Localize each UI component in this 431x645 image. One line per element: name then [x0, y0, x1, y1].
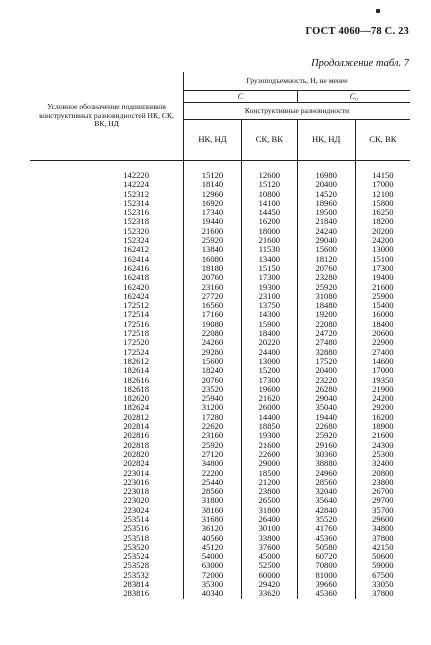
value-cell: 18180 — [201, 262, 224, 273]
value-cell: 35040 — [297, 403, 355, 412]
value-cell: 27400 — [355, 348, 410, 357]
value-cell: 29600 — [355, 515, 410, 524]
value-cell: 18960 — [297, 199, 355, 208]
value-cell: 18500 — [241, 469, 297, 478]
value-cell: 27720 — [201, 290, 224, 301]
designation-cell: 253520 — [30, 543, 184, 552]
group-co-header: C₀ — [297, 91, 410, 103]
value-cell: 15600 — [201, 355, 224, 366]
value-cell: 21600 — [355, 283, 410, 292]
value-cell: 21200 — [241, 478, 297, 487]
value-cell: 22900 — [355, 338, 410, 347]
value-cell: 12100 — [355, 190, 410, 199]
designation-cell: 223018 — [30, 487, 184, 496]
value-cell: 22200 — [201, 467, 224, 478]
value-cell: 23100 — [241, 292, 297, 301]
value-cell: 28560 — [201, 486, 224, 497]
value-cell: 10800 — [241, 190, 297, 199]
value-cell: 19440 — [201, 216, 224, 227]
designation-cell: 172518 — [30, 329, 184, 338]
value-cell: 67500 — [355, 571, 410, 580]
page-mark — [376, 9, 380, 13]
value-cell: 30100 — [241, 524, 297, 533]
designation-cell: 172514 — [30, 310, 184, 319]
designation-cell: 202814 — [30, 422, 184, 431]
value-cell: 21600 — [241, 441, 297, 450]
value-cell: 13750 — [241, 301, 297, 310]
value-cell: 15900 — [241, 320, 297, 329]
value-cell: 18400 — [241, 329, 297, 338]
designation-cell: 142220 — [30, 161, 184, 181]
value-cell: 20800 — [355, 469, 410, 478]
value-cell: 22080 — [297, 320, 355, 329]
value-cell: 41760 — [297, 524, 355, 533]
value-cell: 18240 — [201, 365, 224, 376]
designation-cell: 152320 — [30, 227, 184, 236]
value-cell: 81000 — [297, 571, 355, 580]
value-cell: 31080 — [297, 292, 355, 301]
value-cell: 19350 — [355, 376, 410, 385]
value-cell: 21600 — [201, 225, 224, 236]
value-cell: 25900 — [355, 292, 410, 301]
value-cell: 17520 — [297, 357, 355, 366]
designation-cell: 283816 — [30, 589, 184, 598]
value-cell: 14300 — [241, 310, 297, 319]
value-cell: 19600 — [241, 385, 297, 394]
value-cell: 29040 — [297, 394, 355, 403]
value-cell: 23800 — [355, 478, 410, 487]
value-cell: 35300 — [201, 579, 224, 590]
value-cell: 37800 — [355, 534, 410, 543]
value-cell: 25920 — [201, 235, 224, 246]
value-cell: 16560 — [201, 300, 224, 311]
value-cell: 17340 — [201, 207, 224, 218]
designation-cell: 182612 — [30, 357, 184, 366]
value-cell: 14600 — [355, 357, 410, 366]
value-cell: 16200 — [241, 217, 297, 226]
value-cell: 19500 — [297, 208, 355, 217]
value-cell: 38880 — [297, 459, 355, 468]
value-cell: 29700 — [355, 496, 410, 505]
designation-cell: 182616 — [30, 376, 184, 385]
value-cell: 14100 — [241, 199, 297, 208]
designation-cell: 162412 — [30, 245, 184, 254]
value-cell: 45360 — [297, 589, 355, 598]
designation-cell: 182620 — [30, 394, 184, 403]
value-cell: 26000 — [241, 403, 297, 412]
value-cell: 52500 — [241, 561, 297, 570]
value-cell: 28560 — [297, 478, 355, 487]
value-cell: 22600 — [241, 450, 297, 459]
value-cell: 24400 — [241, 348, 297, 357]
value-cell: 54000 — [201, 551, 224, 562]
value-cell: 26400 — [241, 515, 297, 524]
value-cell: 15800 — [355, 199, 410, 208]
value-cell: 23520 — [201, 383, 224, 394]
value-cell: 45000 — [241, 552, 297, 561]
value-cell: 24260 — [201, 337, 224, 348]
value-cell: 31680 — [201, 513, 224, 524]
designation-cell: 172524 — [30, 348, 184, 357]
value-cell: 16080 — [201, 253, 224, 264]
capacity-table — [30, 72, 410, 599]
designation-cell: 182624 — [30, 403, 184, 412]
value-cell: 25920 — [297, 283, 355, 292]
value-cell: 17300 — [241, 376, 297, 385]
value-cell: 16200 — [355, 413, 410, 422]
designation-cell: 202818 — [30, 441, 184, 450]
value-cell: 29000 — [241, 459, 297, 468]
value-cell: 35520 — [297, 515, 355, 524]
value-cell: 14400 — [241, 413, 297, 422]
value-cell: 40560 — [201, 532, 224, 543]
value-cell: 17000 — [355, 180, 410, 189]
value-cell: 20600 — [355, 329, 410, 338]
value-cell: 32400 — [355, 459, 410, 468]
value-cell: 21600 — [355, 431, 410, 440]
designation-cell: 162424 — [30, 292, 184, 301]
value-cell: 18140 — [201, 179, 224, 190]
value-cell: 37600 — [241, 543, 297, 552]
value-cell: 33050 — [355, 580, 410, 589]
value-cell: 50600 — [355, 552, 410, 561]
value-cell: 18000 — [241, 227, 297, 236]
col-header: НК, НД — [184, 120, 242, 161]
value-cell: 16980 — [297, 161, 355, 181]
value-cell: 30360 — [297, 450, 355, 459]
designation-cell: 223020 — [30, 496, 184, 505]
value-cell: 24240 — [297, 227, 355, 236]
designation-cell: 223016 — [30, 478, 184, 487]
value-cell: 63000 — [201, 560, 224, 571]
designation-cell: 253518 — [30, 534, 184, 543]
value-cell: 59000 — [355, 561, 410, 570]
value-cell: 27120 — [201, 448, 224, 459]
value-cell: 21620 — [241, 394, 297, 403]
value-cell: 24200 — [355, 236, 410, 245]
value-cell: 17160 — [201, 309, 224, 320]
value-cell: 31200 — [201, 402, 224, 413]
col-header: СК, ВК — [241, 120, 297, 161]
value-cell: 24960 — [297, 469, 355, 478]
designation-cell: 152318 — [30, 217, 184, 226]
designation-cell: 172512 — [30, 301, 184, 310]
value-cell: 29160 — [297, 441, 355, 450]
designation-cell: 223024 — [30, 506, 184, 515]
variety-header: Конструктивные разновидности — [184, 103, 411, 120]
value-cell: 34800 — [355, 524, 410, 533]
designation-cell: 253532 — [30, 571, 184, 580]
designation-cell: 142224 — [30, 180, 184, 189]
value-cell: 25920 — [297, 431, 355, 440]
value-cell: 19300 — [241, 431, 297, 440]
value-cell: 15200 — [241, 366, 297, 375]
value-cell: 18900 — [355, 422, 410, 431]
value-cell: 15120 — [241, 180, 297, 189]
value-cell: 42150 — [355, 543, 410, 552]
value-cell: 38160 — [201, 504, 224, 515]
value-cell: 19400 — [355, 273, 410, 282]
value-cell: 26500 — [241, 496, 297, 505]
value-cell: 31800 — [201, 495, 224, 506]
value-cell: 18200 — [355, 217, 410, 226]
value-cell: 19200 — [297, 310, 355, 319]
value-cell: 19440 — [297, 413, 355, 422]
value-cell: 32880 — [297, 348, 355, 357]
value-cell: 39660 — [297, 580, 355, 589]
designation-cell: 182614 — [30, 366, 184, 375]
value-cell: 33800 — [241, 534, 297, 543]
value-cell: 21840 — [297, 217, 355, 226]
value-cell: 15600 — [297, 245, 355, 254]
table-row — [30, 589, 410, 598]
table-body — [30, 161, 410, 599]
value-cell: 40340 — [201, 588, 224, 599]
value-cell: 24300 — [355, 441, 410, 450]
value-cell: 17280 — [201, 411, 224, 422]
value-cell: 18120 — [297, 255, 355, 264]
designation-cell: 162414 — [30, 255, 184, 264]
value-cell: 18480 — [297, 301, 355, 310]
value-cell: 20760 — [201, 374, 224, 385]
value-cell: 13000 — [355, 245, 410, 254]
capacity-header: Грузоподъемность, Н, не менее — [184, 72, 411, 91]
value-cell: 45120 — [201, 541, 224, 552]
value-cell: 31800 — [241, 506, 297, 515]
value-cell: 15400 — [355, 301, 410, 310]
value-cell: 15100 — [355, 255, 410, 264]
value-cell: 29200 — [355, 403, 410, 412]
value-cell: 23220 — [297, 376, 355, 385]
value-cell: 21600 — [241, 236, 297, 245]
value-cell: 13840 — [201, 244, 224, 255]
value-cell: 32040 — [297, 487, 355, 496]
value-cell: 11530 — [241, 245, 297, 254]
value-cell: 14520 — [297, 190, 355, 199]
designation-cell: 162416 — [30, 264, 184, 273]
value-cell: 29040 — [297, 236, 355, 245]
value-cell: 16000 — [355, 310, 410, 319]
value-cell: 20400 — [297, 180, 355, 189]
designation-cell: 152314 — [30, 199, 184, 208]
designation-cell: 162418 — [30, 273, 184, 282]
designation-cell: 152312 — [30, 190, 184, 199]
value-cell: 16920 — [201, 197, 224, 208]
designation-cell: 202816 — [30, 431, 184, 440]
designation-cell: 202820 — [30, 450, 184, 459]
col-header: НК, НД — [297, 120, 355, 161]
value-cell: 60000 — [241, 571, 297, 580]
value-cell: 17300 — [355, 264, 410, 273]
value-cell: 22080 — [201, 328, 224, 339]
value-cell: 24200 — [355, 394, 410, 403]
value-cell: 20760 — [201, 272, 224, 283]
designation-cell: 172516 — [30, 320, 184, 329]
table-row — [30, 161, 410, 181]
value-cell: 13400 — [241, 255, 297, 264]
value-cell: 26280 — [297, 385, 355, 394]
value-cell: 20400 — [297, 366, 355, 375]
designation-cell: 202812 — [30, 413, 184, 422]
col-header: СК, ВК — [355, 120, 410, 161]
value-cell: 27480 — [297, 338, 355, 347]
value-cell: 29420 — [241, 580, 297, 589]
value-cell: 34800 — [201, 458, 224, 469]
value-cell: 29280 — [201, 346, 224, 357]
value-cell: 37800 — [355, 589, 410, 598]
value-cell: 72000 — [201, 569, 224, 580]
value-cell: 21900 — [355, 385, 410, 394]
designation-cell: 152316 — [30, 208, 184, 217]
value-cell: 16250 — [355, 208, 410, 217]
value-cell: 26700 — [355, 487, 410, 496]
value-cell: 35640 — [297, 496, 355, 505]
value-cell: 23800 — [241, 487, 297, 496]
value-cell: 25920 — [201, 439, 224, 450]
value-cell: 60720 — [297, 552, 355, 561]
designation-cell: 283814 — [30, 580, 184, 589]
value-cell: 36120 — [201, 523, 224, 534]
designation-cell: 162420 — [30, 283, 184, 292]
value-cell: 19300 — [241, 283, 297, 292]
designation-cell: 253516 — [30, 524, 184, 533]
designation-cell: 253524 — [30, 552, 184, 561]
value-cell: 25440 — [201, 476, 224, 487]
designation-cell: 152324 — [30, 236, 184, 245]
value-cell: 14450 — [241, 208, 297, 217]
designation-header: Условное обозначение подшипников конструктивных разновидностей НК, СК, ВК, НД — [30, 72, 184, 161]
designation-cell: 172520 — [30, 338, 184, 347]
value-cell: 19080 — [201, 318, 224, 329]
value-cell: 14150 — [355, 161, 410, 181]
value-cell: 25300 — [355, 450, 410, 459]
value-cell: 15150 — [241, 264, 297, 273]
value-cell: 24720 — [297, 329, 355, 338]
value-cell: 20220 — [241, 338, 297, 347]
designation-cell: 253514 — [30, 515, 184, 524]
value-cell: 42840 — [297, 506, 355, 515]
value-cell: 12960 — [201, 188, 224, 199]
value-cell: 22680 — [297, 422, 355, 431]
value-cell: 18400 — [355, 320, 410, 329]
value-cell: 45360 — [297, 534, 355, 543]
page-header: ГОСТ 4060—78 С. 23 — [305, 26, 409, 37]
designation-cell: 253528 — [30, 561, 184, 570]
value-cell: 23280 — [297, 273, 355, 282]
value-cell: 18850 — [241, 422, 297, 431]
value-cell: 70800 — [297, 561, 355, 570]
value-cell: 13000 — [241, 357, 297, 366]
value-cell: 15120 — [201, 170, 224, 180]
value-cell: 20200 — [355, 227, 410, 236]
designation-cell: 223014 — [30, 469, 184, 478]
value-cell: 22620 — [201, 421, 224, 432]
value-cell: 23160 — [201, 281, 224, 292]
value-cell: 35700 — [355, 506, 410, 515]
value-cell: 12600 — [241, 161, 297, 181]
value-cell: 33620 — [241, 589, 297, 598]
designation-cell: 202824 — [30, 459, 184, 468]
table-continuation: Продолжение табл. 7 — [311, 58, 409, 69]
group-c-header: C — [184, 91, 298, 103]
value-cell: 17000 — [355, 366, 410, 375]
value-cell: 23160 — [201, 430, 224, 441]
value-cell: 50580 — [297, 543, 355, 552]
designation-cell: 182618 — [30, 385, 184, 394]
value-cell: 17300 — [241, 273, 297, 282]
value-cell: 25940 — [201, 393, 224, 404]
value-cell: 20760 — [297, 264, 355, 273]
